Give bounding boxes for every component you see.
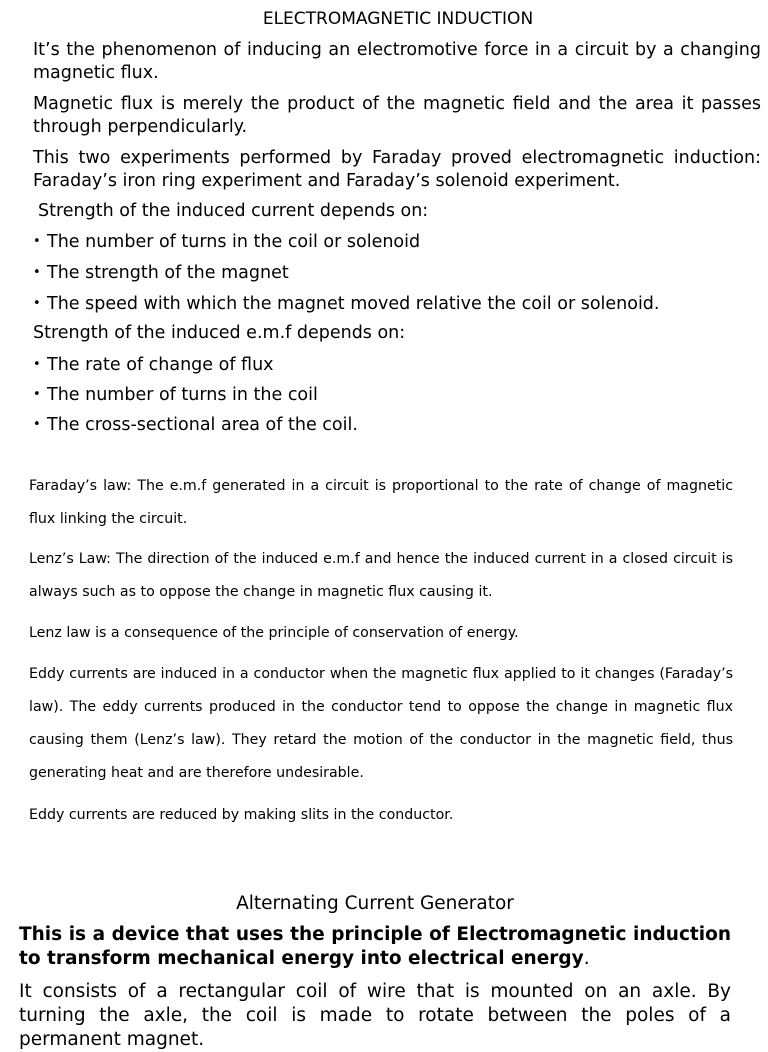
current-heading: Strength of the induced current depends on: — [38, 201, 429, 221]
list-item — [33, 353, 761, 377]
bullet-icon: • — [33, 296, 41, 311]
lenz-law-paragraph: Lenz’s Law: The direction of the induced e.m.f and hence the induced current in a closed circuit is always such as to oppose the change in magnetic flux causing it. — [29, 551, 733, 600]
magnetic-flux-paragraph: Magnetic flux is merely the product of the magnetic field and the area it passes through perpendicularly. — [33, 94, 761, 137]
eddy-reduction-paragraph: Eddy currents are reduced by making slits in the conductor. — [29, 807, 454, 823]
list-item-text: The speed with which the magnet moved relative the coil or solenoid. — [47, 294, 660, 314]
list-item — [33, 383, 761, 407]
section-title: Alternating Current Generator — [236, 893, 514, 914]
list-item-text: The cross-sectional area of the coil. — [47, 415, 358, 435]
generator-definition-bold: This is a device that uses the principle of Electromagnetic induction to transform mechanical energy into electrical energy — [19, 924, 731, 969]
list-item — [33, 413, 761, 437]
bullet-icon: • — [33, 387, 41, 402]
generator-description: It consists of a rectangular coil of wire that is mounted on an axle. By turning the axle, the coil is made to rotate between the poles of a permanent magnet. — [19, 981, 731, 1050]
list-item — [33, 292, 761, 316]
bullet-icon: • — [33, 234, 41, 249]
generator-definition — [19, 923, 731, 971]
emf-heading: Strength of the induced e.m.f depends on: — [33, 323, 406, 343]
list-item-text: The number of turns in the coil — [47, 385, 318, 405]
lenz-conservation-paragraph: Lenz law is a consequence of the principle of conservation of energy. — [29, 625, 519, 641]
list-item — [33, 230, 761, 254]
list-item-text: The rate of change of flux — [47, 355, 274, 375]
faraday-experiments-paragraph: This two experiments performed by Faraday proved electromagnetic induction: Faraday’s iron ring experiment and Faraday’s solenoid experiment. — [33, 148, 761, 191]
list-item — [33, 261, 761, 285]
generator-definition-end: . — [583, 948, 590, 969]
eddy-currents-paragraph: Eddy currents are induced in a conductor when the magnetic flux applied to it changes (Faraday’s law). The eddy currents produced in the conductor tend to oppose the change in magnetic flux causing them (Lenz’s law). They retard the motion of the conductor in the magnetic field, thus generating heat and are therefore undesirable. — [29, 666, 733, 781]
faraday-law-paragraph: Faraday’s law: The e.m.f generated in a circuit is proportional to the rate of change of magnetic flux linking the circuit. — [29, 478, 733, 527]
bullet-icon: • — [33, 265, 41, 280]
page-title: ELECTROMAGNETIC INDUCTION — [262, 9, 534, 29]
list-item-text: The strength of the magnet — [47, 263, 289, 283]
bullet-icon: • — [33, 357, 41, 372]
list-item-text: The number of turns in the coil or solenoid — [47, 232, 421, 252]
bullet-icon: • — [33, 417, 41, 432]
definition-paragraph: It’s the phenomenon of inducing an electromotive force in a circuit by a changing magnetic flux. — [33, 40, 761, 83]
